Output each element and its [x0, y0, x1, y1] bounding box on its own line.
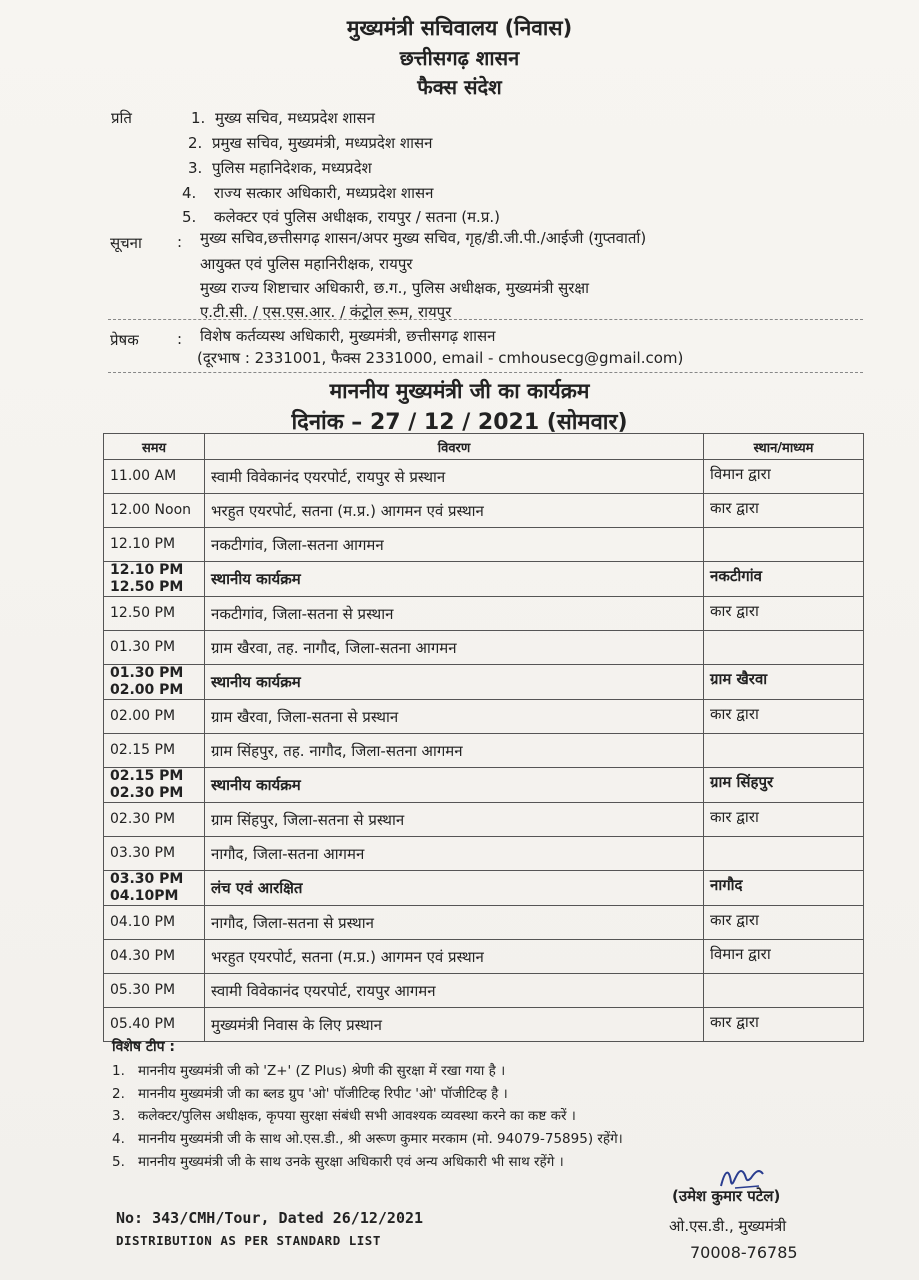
info-label: सूचना — [110, 234, 142, 252]
table-row — [104, 871, 864, 906]
details-cell: स्थानीय कार्यक्रम — [205, 562, 704, 597]
sender-contact: (दूरभाष : 2331001, फैक्स 2331000, email - cmhousecg@gmail.com) — [197, 349, 684, 367]
table-row — [104, 700, 864, 734]
note-text: माननीय मुख्यमंत्री जी का ब्लड ग्रुप 'ओ' पॉजीटिव्ह रिपीट 'ओ' पॉजीटिव्ह है । — [138, 1086, 508, 1102]
info-line: मुख्य सचिव,छत्तीसगढ़ शासन/अपर मुख्य सचिव, गृह/डी.जी.पी./आईजी (गुप्तवार्ता) — [200, 229, 647, 247]
info-line: ए.टी.सी. / एस.एस.आर. / कंट्रोल रूम, रायपुर — [200, 303, 452, 321]
details-cell: स्वामी विवेकानंद एयरपोर्ट, रायपुर आगमन — [205, 974, 704, 1008]
recipient-text: कलेक्टर एवं पुलिस अधीक्षक, रायपुर / सतना (म.प्र.) — [214, 208, 500, 226]
note-number: 3. — [112, 1108, 125, 1124]
note-item — [112, 1084, 508, 1102]
place-cell — [704, 631, 864, 665]
time-cell: 12.10 PM — [104, 528, 205, 562]
place-cell: ग्राम सिंहपुर — [704, 768, 864, 803]
time-cell: 12.10 PM 12.50 PM — [104, 562, 205, 597]
place-cell: नकटीगांव — [704, 562, 864, 597]
time-cell: 03.30 PM 04.10PM — [104, 871, 205, 906]
time-cell: 05.40 PM — [104, 1008, 205, 1042]
table-row — [104, 906, 864, 940]
details-cell: नकटीगांव, जिला-सतना आगमन — [205, 528, 704, 562]
place-cell — [704, 974, 864, 1008]
time-cell: 01.30 PM — [104, 631, 205, 665]
place-cell: कार द्वारा — [704, 700, 864, 734]
details-cell: ग्राम सिंहपुर, तह. नागौद, जिला-सतना आगमन — [205, 734, 704, 768]
recipient-text: प्रमुख सचिव, मुख्यमंत्री, मध्यप्रदेश शासन — [212, 134, 433, 152]
recipient-text: राज्य सत्कार अधिकारी, मध्यप्रदेश शासन — [214, 184, 434, 202]
recipient-number: 1. — [191, 109, 206, 127]
signatory-phone: 70008-76785 — [690, 1243, 798, 1262]
place-cell — [704, 528, 864, 562]
divider — [108, 372, 863, 373]
place-cell: कार द्वारा — [704, 494, 864, 528]
recipient-number: 5. — [182, 208, 197, 226]
details-cell: स्वामी विवेकानंद एयरपोर्ट, रायपुर से प्रस्थान — [205, 460, 704, 494]
note-item — [112, 1061, 505, 1079]
to-label: प्रति — [111, 109, 132, 127]
note-item — [112, 1129, 623, 1147]
sender-label: प्रेषक — [110, 331, 139, 349]
recipient-item — [182, 207, 500, 227]
note-text: माननीय मुख्यमंत्री जी के साथ ओ.एस.डी., श्री अरूण कुमार मरकाम (मो. 94079-75895) रहेंगे। — [138, 1131, 623, 1147]
note-number: 5. — [112, 1154, 125, 1170]
place-cell: कार द्वारा — [704, 906, 864, 940]
details-cell: ग्राम खैरवा, जिला-सतना से प्रस्थान — [205, 700, 704, 734]
table-row — [104, 837, 864, 871]
column-header-details: विवरण — [205, 434, 704, 460]
place-cell: नागौद — [704, 871, 864, 906]
info-colon: : — [177, 233, 183, 251]
note-text: माननीय मुख्यमंत्री जी के साथ उनके सुरक्षा अधिकारी एवं अन्य अधिकारी भी साथ रहेंगे । — [138, 1154, 564, 1170]
info-line: मुख्य राज्य शिष्टाचार अधिकारी, छ.ग., पुलिस अधीक्षक, मुख्यमंत्री सुरक्षा — [200, 279, 590, 297]
details-cell: ग्राम खैरवा, तह. नागौद, जिला-सतना आगमन — [205, 631, 704, 665]
recipient-text: मुख्य सचिव, मध्यप्रदेश शासन — [215, 109, 375, 127]
note-text: कलेक्टर/पुलिस अधीक्षक, कृपया सुरक्षा संबंधी सभी आवश्यक व्यवस्था करने का कष्ट करें । — [138, 1108, 576, 1124]
column-header-time: समय — [104, 434, 205, 460]
time-cell: 02.15 PM 02.30 PM — [104, 768, 205, 803]
table-row — [104, 974, 864, 1008]
details-cell: ग्राम सिंहपुर, जिला-सतना से प्रस्थान — [205, 803, 704, 837]
sender-line: विशेष कर्तव्यस्थ अधिकारी, मुख्यमंत्री, छत्तीसगढ़ शासन — [200, 327, 496, 345]
time-cell: 02.15 PM — [104, 734, 205, 768]
time-cell: 03.30 PM — [104, 837, 205, 871]
place-cell: विमान द्वारा — [704, 940, 864, 974]
table-row — [104, 803, 864, 837]
table-row — [104, 597, 864, 631]
place-cell — [704, 734, 864, 768]
table-row — [104, 665, 864, 700]
details-cell: लंच एवं आरक्षित — [205, 871, 704, 906]
signatory-name: (उमेश कुमार पटेल) — [672, 1187, 781, 1205]
recipient-item — [188, 133, 432, 153]
recipient-item — [188, 158, 372, 178]
note-number: 4. — [112, 1131, 125, 1147]
fax-message-title: फैक्स संदेश — [417, 75, 502, 99]
office-title: मुख्यमंत्री सचिवालय (निवास) — [346, 16, 573, 40]
notes-title: विशेष टीप : — [112, 1039, 176, 1055]
time-cell: 12.50 PM — [104, 597, 205, 631]
table-row — [104, 631, 864, 665]
time-cell: 12.00 Noon — [104, 494, 205, 528]
recipient-number: 2. — [188, 134, 203, 152]
time-cell: 04.30 PM — [104, 940, 205, 974]
details-cell: स्थानीय कार्यक्रम — [205, 768, 704, 803]
info-line: आयुक्त एवं पुलिस महानिरीक्षक, रायपुर — [200, 255, 413, 273]
table-row — [104, 768, 864, 803]
recipient-item — [191, 108, 375, 128]
recipient-number: 4. — [182, 184, 197, 202]
place-cell: विमान द्वारा — [704, 460, 864, 494]
time-cell: 02.30 PM — [104, 803, 205, 837]
place-cell — [704, 837, 864, 871]
time-cell: 04.10 PM — [104, 906, 205, 940]
recipient-number: 3. — [188, 159, 203, 177]
table-row — [104, 734, 864, 768]
table-row — [104, 940, 864, 974]
details-cell: मुख्यमंत्री निवास के लिए प्रस्थान — [205, 1008, 704, 1042]
note-number: 1. — [112, 1063, 125, 1079]
time-cell: 01.30 PM 02.00 PM — [104, 665, 205, 700]
table-row — [104, 562, 864, 597]
reference-number: No: 343/CMH/Tour, Dated 26/12/2021 — [116, 1209, 424, 1227]
signatory-role: ओ.एस.डी., मुख्यमंत्री — [669, 1217, 787, 1235]
divider — [108, 319, 863, 320]
details-cell: नकटीगांव, जिला-सतना से प्रस्थान — [205, 597, 704, 631]
recipient-item — [182, 183, 433, 203]
place-cell: कार द्वारा — [704, 803, 864, 837]
details-cell: नागौद, जिला-सतना आगमन — [205, 837, 704, 871]
details-cell: भरहुत एयरपोर्ट, सतना (म.प्र.) आगमन एवं प्रस्थान — [205, 940, 704, 974]
details-cell: भरहुत एयरपोर्ट, सतना (म.प्र.) आगमन एवं प्रस्थान — [205, 494, 704, 528]
sender-colon: : — [177, 330, 183, 348]
place-cell: कार द्वारा — [704, 597, 864, 631]
distribution-note: DISTRIBUTION AS PER STANDARD LIST — [116, 1233, 381, 1248]
time-cell: 05.30 PM — [104, 974, 205, 1008]
place-cell: ग्राम खैरवा — [704, 665, 864, 700]
program-title: माननीय मुख्यमंत्री जी का कार्यक्रम — [329, 379, 590, 403]
government-title: छत्तीसगढ़ शासन — [399, 46, 520, 70]
details-cell: नागौद, जिला-सतना से प्रस्थान — [205, 906, 704, 940]
time-cell: 11.00 AM — [104, 460, 205, 494]
note-item — [112, 1106, 576, 1124]
recipient-text: पुलिस महानिदेशक, मध्यप्रदेश — [212, 159, 372, 177]
program-date: दिनांक – 27 / 12 / 2021 (सोमवार) — [291, 410, 628, 435]
place-cell: कार द्वारा — [704, 1008, 864, 1042]
table-row — [104, 460, 864, 494]
column-header-place: स्थान/माध्यम — [704, 434, 864, 460]
time-cell: 02.00 PM — [104, 700, 205, 734]
table-header-row — [104, 434, 864, 460]
note-number: 2. — [112, 1086, 125, 1102]
table-row — [104, 494, 864, 528]
table-row — [104, 1008, 864, 1042]
details-cell: स्थानीय कार्यक्रम — [205, 665, 704, 700]
note-item — [112, 1152, 564, 1170]
schedule-table — [103, 433, 864, 1042]
table-row — [104, 528, 864, 562]
note-text: माननीय मुख्यमंत्री जी को 'Z+' (Z Plus) श्रेणी की सुरक्षा में रखा गया है । — [138, 1063, 506, 1079]
